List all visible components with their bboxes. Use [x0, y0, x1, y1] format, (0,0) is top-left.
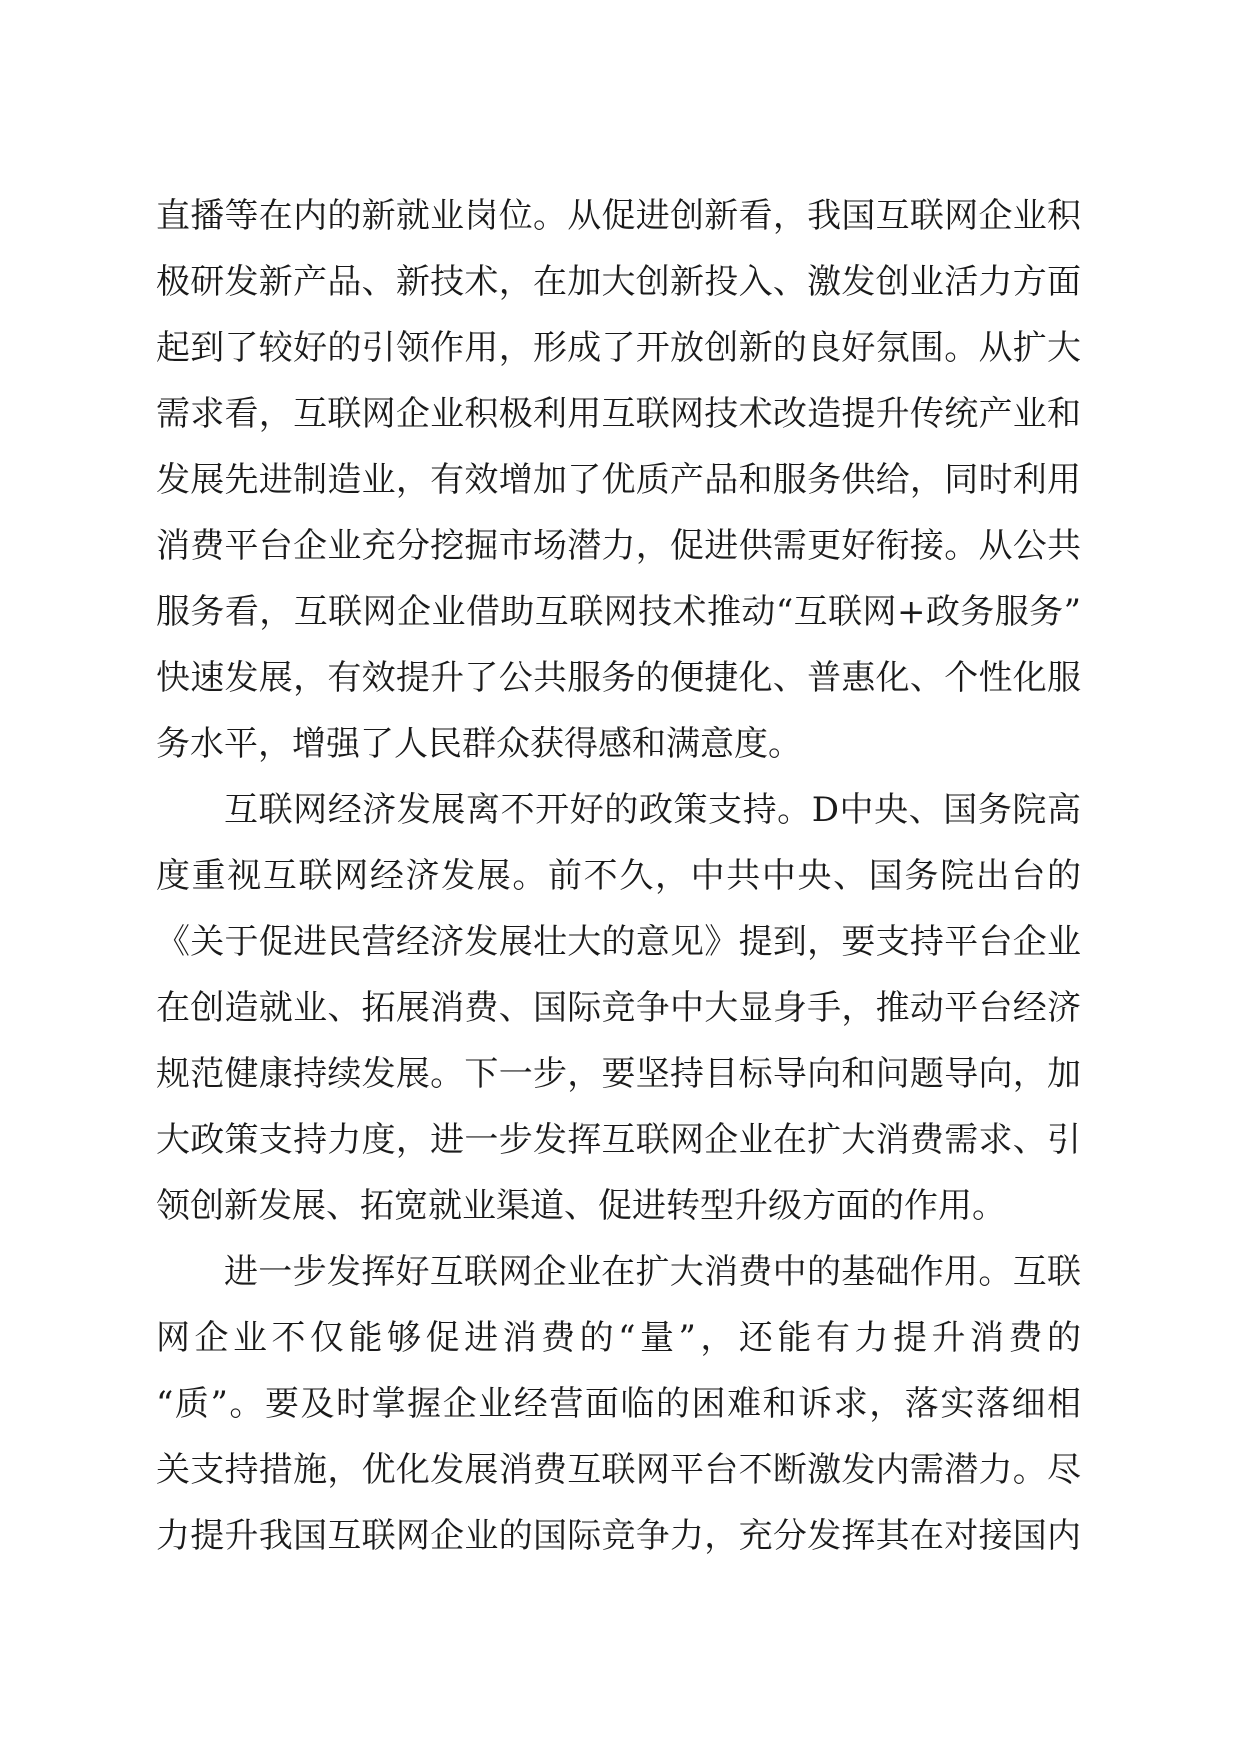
- text-line: 关支持措施，优化发展消费互联网平台不断激发内需潜力。尽: [156, 1450, 1081, 1490]
- document-body: [156, 183, 1081, 1569]
- text-line: 在创造就业、拓展消费、国际竞争中大显身手，推动平台经济: [156, 988, 1081, 1028]
- text-line: 《关于促进民营经济发展壮大的意见》提到，要支持平台企业: [156, 922, 1081, 962]
- text-line: 领创新发展、拓宽就业渠道、促进转型升级方面的作用。: [156, 1186, 1006, 1226]
- text-line: 需求看，互联网企业积极利用互联网技术改造提升传统产业和: [156, 394, 1081, 434]
- text-line: 发展先进制造业，有效增加了优质产品和服务供给，同时利用: [156, 460, 1081, 500]
- text-line: 度重视互联网经济发展。前不久，中共中央、国务院出台的: [156, 856, 1081, 896]
- text-line: 大政策支持力度，进一步发挥互联网企业在扩大消费需求、引: [156, 1120, 1081, 1160]
- text-line: 进一步发挥好互联网企业在扩大消费中的基础作用。互联: [224, 1252, 1081, 1292]
- text-line: 服务看，互联网企业借助互联网技术推动“互联网+政务服务”: [156, 592, 1081, 632]
- text-line: “质”。要及时掌握企业经营面临的困难和诉求，落实落细相: [156, 1384, 1081, 1424]
- text-line: 快速发展，有效提升了公共服务的便捷化、普惠化、个性化服: [156, 658, 1081, 698]
- text-line: 直播等在内的新就业岗位。从促进创新看，我国互联网企业积: [156, 196, 1081, 236]
- text-line: 起到了较好的引领作用，形成了开放创新的良好氛围。从扩大: [156, 328, 1081, 368]
- text-line: 极研发新产品、新技术，在加大创新投入、激发创业活力方面: [156, 262, 1081, 302]
- text-line: 力提升我国互联网企业的国际竞争力，充分发挥其在对接国内: [156, 1516, 1081, 1556]
- paragraph-3: [156, 1239, 1081, 1569]
- text-line: 消费平台企业充分挖掘市场潜力，促进供需更好衔接。从公共: [156, 526, 1081, 566]
- paragraph-2: [156, 777, 1081, 1239]
- text-line: 互联网经济发展离不开好的政策支持。D中央、国务院高: [224, 790, 1081, 830]
- text-line: 规范健康持续发展。下一步，要坚持目标导向和问题导向，加: [156, 1054, 1081, 1094]
- text-line: 务水平，增强了人民群众获得感和满意度。: [156, 724, 802, 764]
- paragraph-1: [156, 183, 1081, 777]
- text-line: 网企业不仅能够促进消费的“量”，还能有力提升消费的: [156, 1318, 1081, 1358]
